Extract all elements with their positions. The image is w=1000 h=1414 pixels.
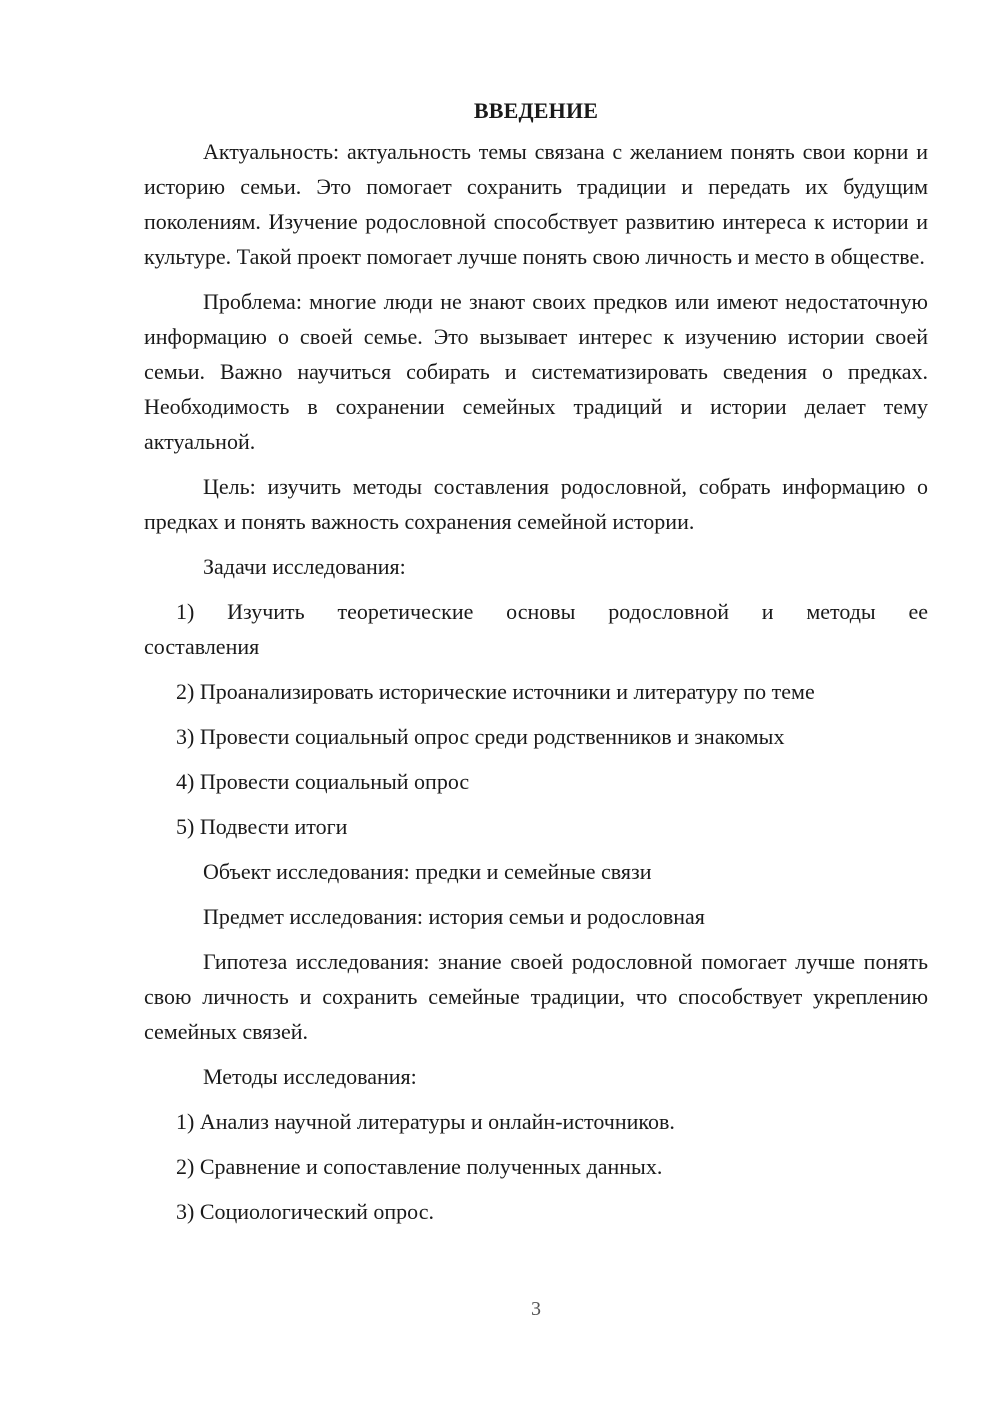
task-item-5: 5) Подвести итоги <box>176 814 348 839</box>
methods-heading: Методы исследования: <box>203 1064 417 1089</box>
task-item-3: 3) Провести социальный опрос среди родственников и знакомых <box>176 724 785 749</box>
method-item-3: 3) Социологический опрос. <box>176 1199 434 1224</box>
problem-paragraph: Проблема: многие люди не знают своих предков или имеют недостаточную информацию о своей семье. Это вызывает интерес к изучению истории своей семьи. Важно научиться собирать и систематизировать сведения о предках. Необходимость в сохранении семейных традиций и истории делает тему актуальной. <box>144 289 928 454</box>
relevance-paragraph: Актуальность: актуальность темы связана с желанием понять свои корни и историю семьи. Это помогает сохранить традиции и передать их будущим поколениям. Изучение родословной способствует развитию интереса к истории и культуре. Такой проект помогает лучше понять свою личность и место в обществе. <box>144 139 928 269</box>
tasks-heading: Задачи исследования: <box>203 554 406 579</box>
task-item-1-first-line: 1) Изучить теоретические основы родословной и методы ее <box>176 599 928 624</box>
document-page <box>144 96 928 1239</box>
hypothesis-paragraph: Гипотеза исследования: знание своей родословной помогает лучше понять свою личность и сохранить семейные традиции, что способствует укреплению семейных связей. <box>144 949 928 1044</box>
task-item-4: 4) Провести социальный опрос <box>176 769 470 794</box>
goal-paragraph: Цель: изучить методы составления родословной, собрать информацию о предках и понять важность сохранения семейной истории. <box>144 474 928 534</box>
research-subject: Предмет исследования: история семьи и родословная <box>203 904 705 929</box>
method-item-2: 2) Сравнение и сопоставление полученных данных. <box>176 1154 663 1179</box>
task-item-2: 2) Проанализировать исторические источники и литературу по теме <box>176 679 815 704</box>
section-title: ВВЕДЕНИЕ <box>473 98 599 123</box>
task-item-1-continuation: составления <box>144 634 260 659</box>
page-number: 3 <box>531 1298 541 1320</box>
research-object: Объект исследования: предки и семейные связи <box>203 859 652 884</box>
method-item-1: 1) Анализ научной литературы и онлайн-источников. <box>176 1109 675 1134</box>
task-item-1 <box>144 594 928 664</box>
